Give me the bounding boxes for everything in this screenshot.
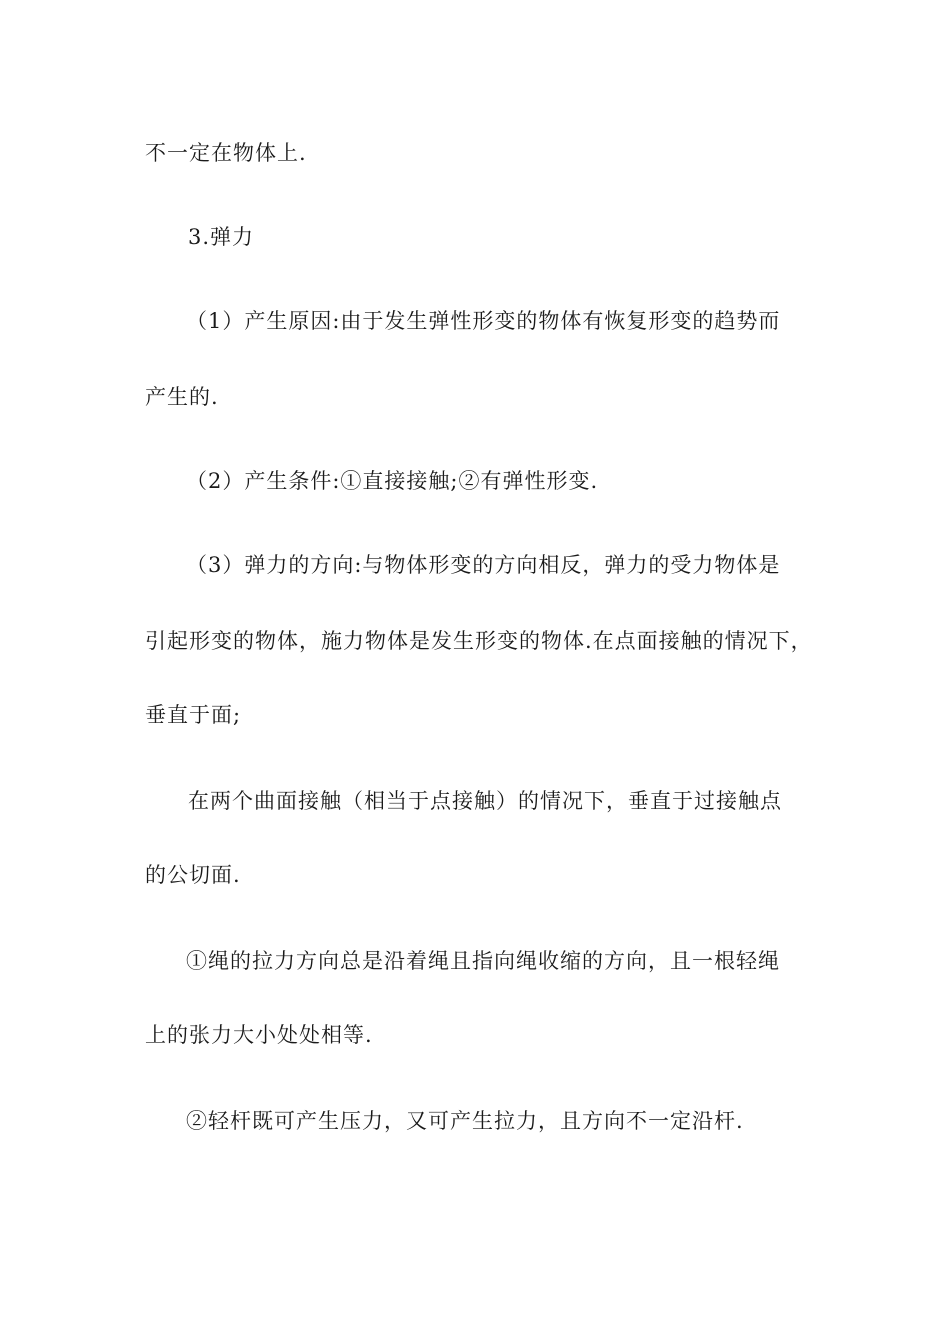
paragraph-line-10: 的公切面. — [145, 863, 241, 887]
paragraph-line-6: （3）弹力的方向:与物体形变的方向相反，弹力的受力物体是 — [186, 553, 781, 577]
paragraph-line-4: 产生的. — [145, 385, 219, 409]
paragraph-line-1: 不一定在物体上. — [145, 141, 307, 165]
paragraph-line-9: 在两个曲面接触（相当于点接触）的情况下，垂直于过接触点 — [188, 789, 782, 813]
section-heading-elasticity: 3.弹力 — [188, 225, 255, 249]
paragraph-line-12: 上的张力大小处处相等. — [145, 1023, 373, 1047]
paragraph-line-5: （2）产生条件:①直接接触;②有弹性形变. — [186, 469, 599, 493]
paragraph-line-8: 垂直于面; — [145, 703, 242, 727]
paragraph-line-13: ②轻杆既可产生压力，又可产生拉力，且方向不一定沿杆. — [186, 1109, 744, 1133]
paragraph-line-11: ①绳的拉力方向总是沿着绳且指向绳收缩的方向，且一根轻绳 — [186, 949, 780, 973]
paragraph-line-3: （1）产生原因:由于发生弹性形变的物体有恢复形变的趋势而 — [186, 309, 781, 333]
paragraph-line-7: 引起形变的物体，施力物体是发生形变的物体.在点面接触的情况下， — [145, 629, 813, 653]
